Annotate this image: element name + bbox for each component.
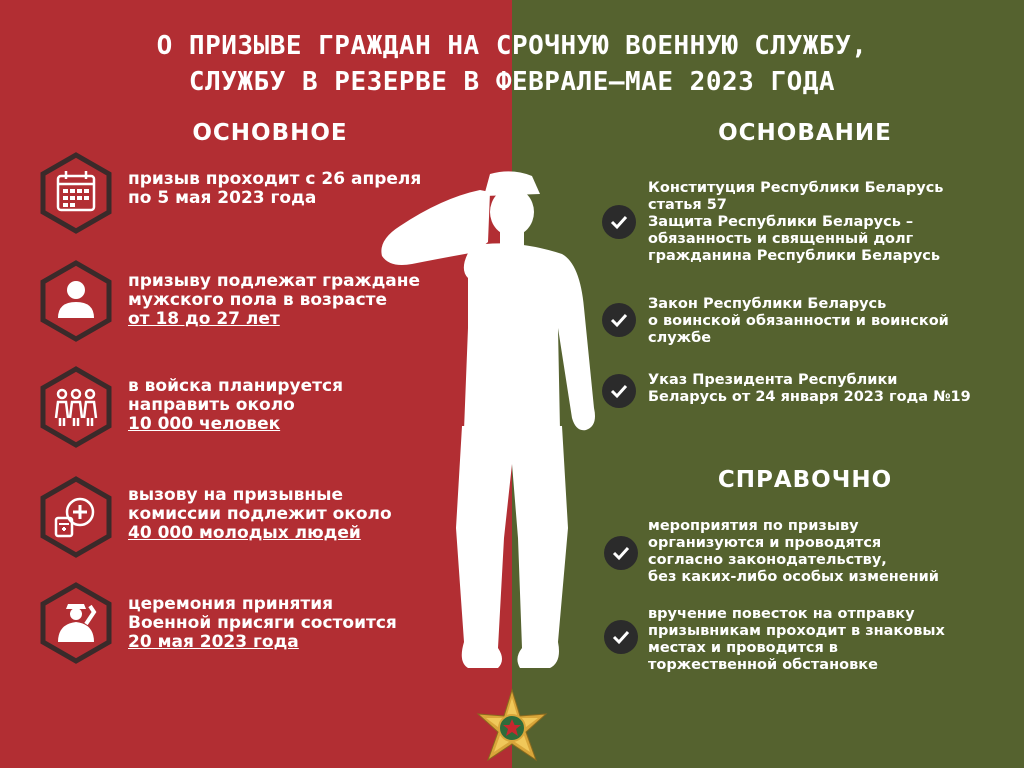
group-icon — [40, 366, 112, 448]
calendar-icon — [40, 152, 112, 234]
title-line-1: О ПРИЗЫВЕ ГРАЖДАН НА СРОЧНУЮ ВОЕННУЮ СЛУЖБУ, — [156, 31, 868, 61]
reference-item-1-line-1: мероприятия по призыву — [648, 518, 859, 534]
saluting-soldier-icon — [40, 582, 112, 664]
reference-item-1-line-2: организуются и проводятся — [648, 535, 882, 551]
reference-item-2-line-2: призывникам проходит в знаковых — [648, 623, 945, 639]
main-item-4-line-1: вызову на призывные — [128, 485, 344, 505]
check-icon — [604, 620, 638, 654]
reference-item-1 — [648, 518, 1008, 586]
heading-reference: СПРАВОЧНО — [717, 467, 893, 493]
medical-commission-icon — [40, 476, 112, 558]
basis-item-2-line-1: Закон Республики Беларусь — [648, 296, 887, 312]
basis-item-1-line-2: статья 57 — [648, 197, 727, 213]
main-item-2-line-2: мужского пола в возрасте — [128, 290, 388, 310]
saluting-soldier-silhouette — [372, 168, 602, 678]
main-item-2-line-3: от 18 до 27 лет — [128, 309, 280, 329]
title-line-2: СЛУЖБУ В РЕЗЕРВЕ В ФЕВРАЛЕ–МАЕ 2023 ГОДА — [188, 67, 836, 97]
armed-forces-emblem-icon — [474, 688, 550, 766]
main-item-1-line-1: призыв проходит с 26 апреля — [128, 169, 422, 189]
basis-item-1-line-1: Конституция Республики Беларусь — [648, 180, 944, 196]
main-item-1-line-2: по 5 мая 2023 года — [128, 188, 317, 208]
reference-item-2-line-1: вручение повесток на отправку — [648, 606, 915, 622]
check-icon — [602, 205, 636, 239]
basis-item-2 — [648, 296, 1008, 347]
basis-item-1-line-5: гражданина Республики Беларусь — [648, 248, 941, 264]
basis-item-1 — [648, 180, 1008, 265]
basis-item-3-line-1: Указ Президента Республики — [648, 372, 898, 388]
main-item-3-line-1: в войска планируется — [128, 376, 343, 396]
main-item-3-line-3: 10 000 человек — [128, 414, 281, 434]
main-item-3-line-2: направить около — [128, 395, 295, 415]
reference-item-2-line-4: торжественной обстановке — [648, 657, 878, 673]
page-title — [0, 28, 1024, 100]
person-icon — [40, 260, 112, 342]
basis-item-3 — [648, 372, 1008, 406]
main-item-5-line-1: церемония принятия — [128, 594, 334, 614]
heading-basis: ОСНОВАНИЕ — [718, 120, 892, 146]
reference-item-2-line-3: местах и проводится в — [648, 640, 838, 656]
check-icon — [602, 374, 636, 408]
main-item-4-line-3: 40 000 молодых людей — [128, 523, 361, 543]
check-icon — [604, 536, 638, 570]
basis-item-3-line-2: Беларусь от 24 января 2023 года №19 — [648, 389, 971, 405]
reference-item-1-line-4: без каких-либо особых изменений — [648, 569, 939, 585]
reference-item-2 — [648, 606, 1008, 674]
basis-item-2-line-2: о воинской обязанности и воинской — [648, 313, 949, 329]
reference-item-1-line-3: согласно законодательству, — [648, 552, 887, 568]
check-icon — [602, 303, 636, 337]
basis-item-1-line-3: Защита Республики Беларусь – — [648, 214, 914, 230]
basis-item-2-line-3: службе — [648, 330, 712, 346]
basis-item-1-line-4: обязанность и священный долг — [648, 231, 914, 247]
main-item-5-line-3: 20 мая 2023 года — [128, 632, 299, 652]
heading-main: ОСНОВНОЕ — [192, 120, 348, 146]
main-item-2-line-1: призыву подлежат граждане — [128, 271, 421, 291]
main-item-4-line-2: комиссии подлежит около — [128, 504, 392, 524]
main-item-5-line-2: Военной присяги состоится — [128, 613, 397, 633]
